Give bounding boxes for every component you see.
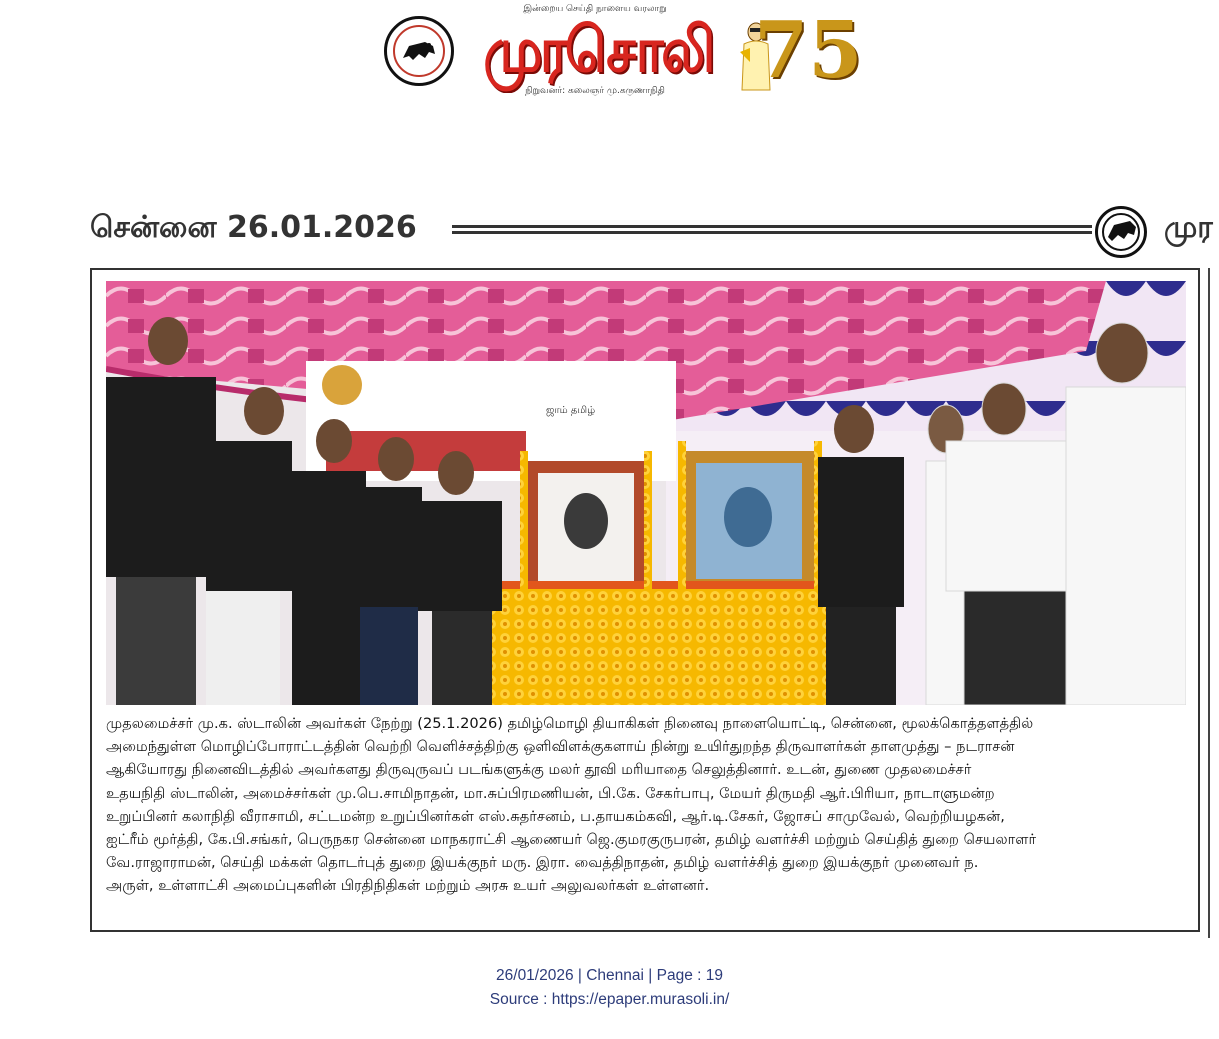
caption-line: ஐட்ரீம் மூர்த்தி, கே.பி.சங்கர், பெருநகர சென்னை மாநகராட்சி ஆணையர் ஜெ.குமரகுருபரன், தமிழ் வளர்ச்சி மற்றும் செய்தித் துறை செயலாளர் [106,831,1037,849]
edition-date: சென்னை 26.01.2026 [90,210,417,245]
anniversary-logo [734,4,863,100]
party-flag-emblem-icon [384,16,454,86]
news-article [90,268,1200,932]
masthead-founder: நிறுவனர்: கலைஞர் மு.கருணாநிதி [525,86,665,96]
column-divider [1208,268,1210,938]
page-footer [0,964,1219,1012]
footer-source-link[interactable]: Source : https://epaper.murasoli.in/ [489,991,730,1008]
anniversary-number: 75 [754,5,863,96]
banner-text: ஜாம் தமிழ் [546,405,596,416]
masthead-tagline: இன்றைய செய்தி நாளைய வரலாறு [523,4,667,14]
caption-line: முதலமைச்சர் மு.க. ஸ்டாலின் அவர்கள் நேற்று (25.1.2026) தமிழ்மொழி தியாகிகள் நினைவு நாளையொட்டி, சென்னை, மூலக்கொத்தளத்தில் [106,715,1034,732]
masthead-title: முரசொலி [483,13,713,86]
brand-fragment: முர [1164,210,1213,245]
caption-line: ஆகியோரது நினைவிடத்தில் அவர்களது திருவுருவப் படங்களுக்கு மலர் தூவி மரியாதை செலுத்தினார். உடன், துணை முதலமைச்சர் [106,761,972,779]
ceremony-photo [106,281,1186,705]
caption-line: அமைந்துள்ள மொழிப்போராட்டத்தின் வெற்றி வெளிச்சத்திற்கு ஒளிவிளக்குகளாய் நின்று உயிர்துறந்த திருவாளர்கள் தாளமுத்து – நடராசன் [106,738,1015,756]
date-header [90,208,1219,252]
caption-line: உதயநிதி ஸ்டாலின், அமைச்சர்கள் மு.பெ.சாமிநாதன், மா.சுப்பிரமணியன், பி.கே. சேகர்பாபு, மேயர் திருமதி ஆர்.பிரியா, நாடாளுமன்ற [106,784,995,802]
header-rule [452,225,1092,237]
masthead [382,4,863,102]
footer-edition-info: 26/01/2026 | Chennai | Page : 19 [496,967,723,984]
caption-line: வே.ராஜாராமன், செய்தி மக்கள் தொடர்புத் துறை இயக்குநர் மரு. இரா. வைத்திநாதன், தமிழ் வளர்ச்சித் துறை இயக்குநர் முனைவர் ந. [106,854,979,872]
photo-caption [106,712,1188,898]
caption-line: உறுப்பினர் கலாநிதி வீராசாமி, சட்டமன்ற உறுப்பினர்கள் எஸ்.சுதர்சனம், ப.தாயகம்கவி, ஆர்.டி.சேகர், ஜோசப் சாமுவேல், வெற்றியழகன், [106,807,1005,825]
caption-line: அருள், உள்ளாட்சி அமைப்புகளின் பிரதிநிதிகள் மற்றும் அரசு உயர் அலுவலர்கள் உள்ளனர். [106,877,710,895]
murasoli-emblem-icon [1095,206,1147,258]
